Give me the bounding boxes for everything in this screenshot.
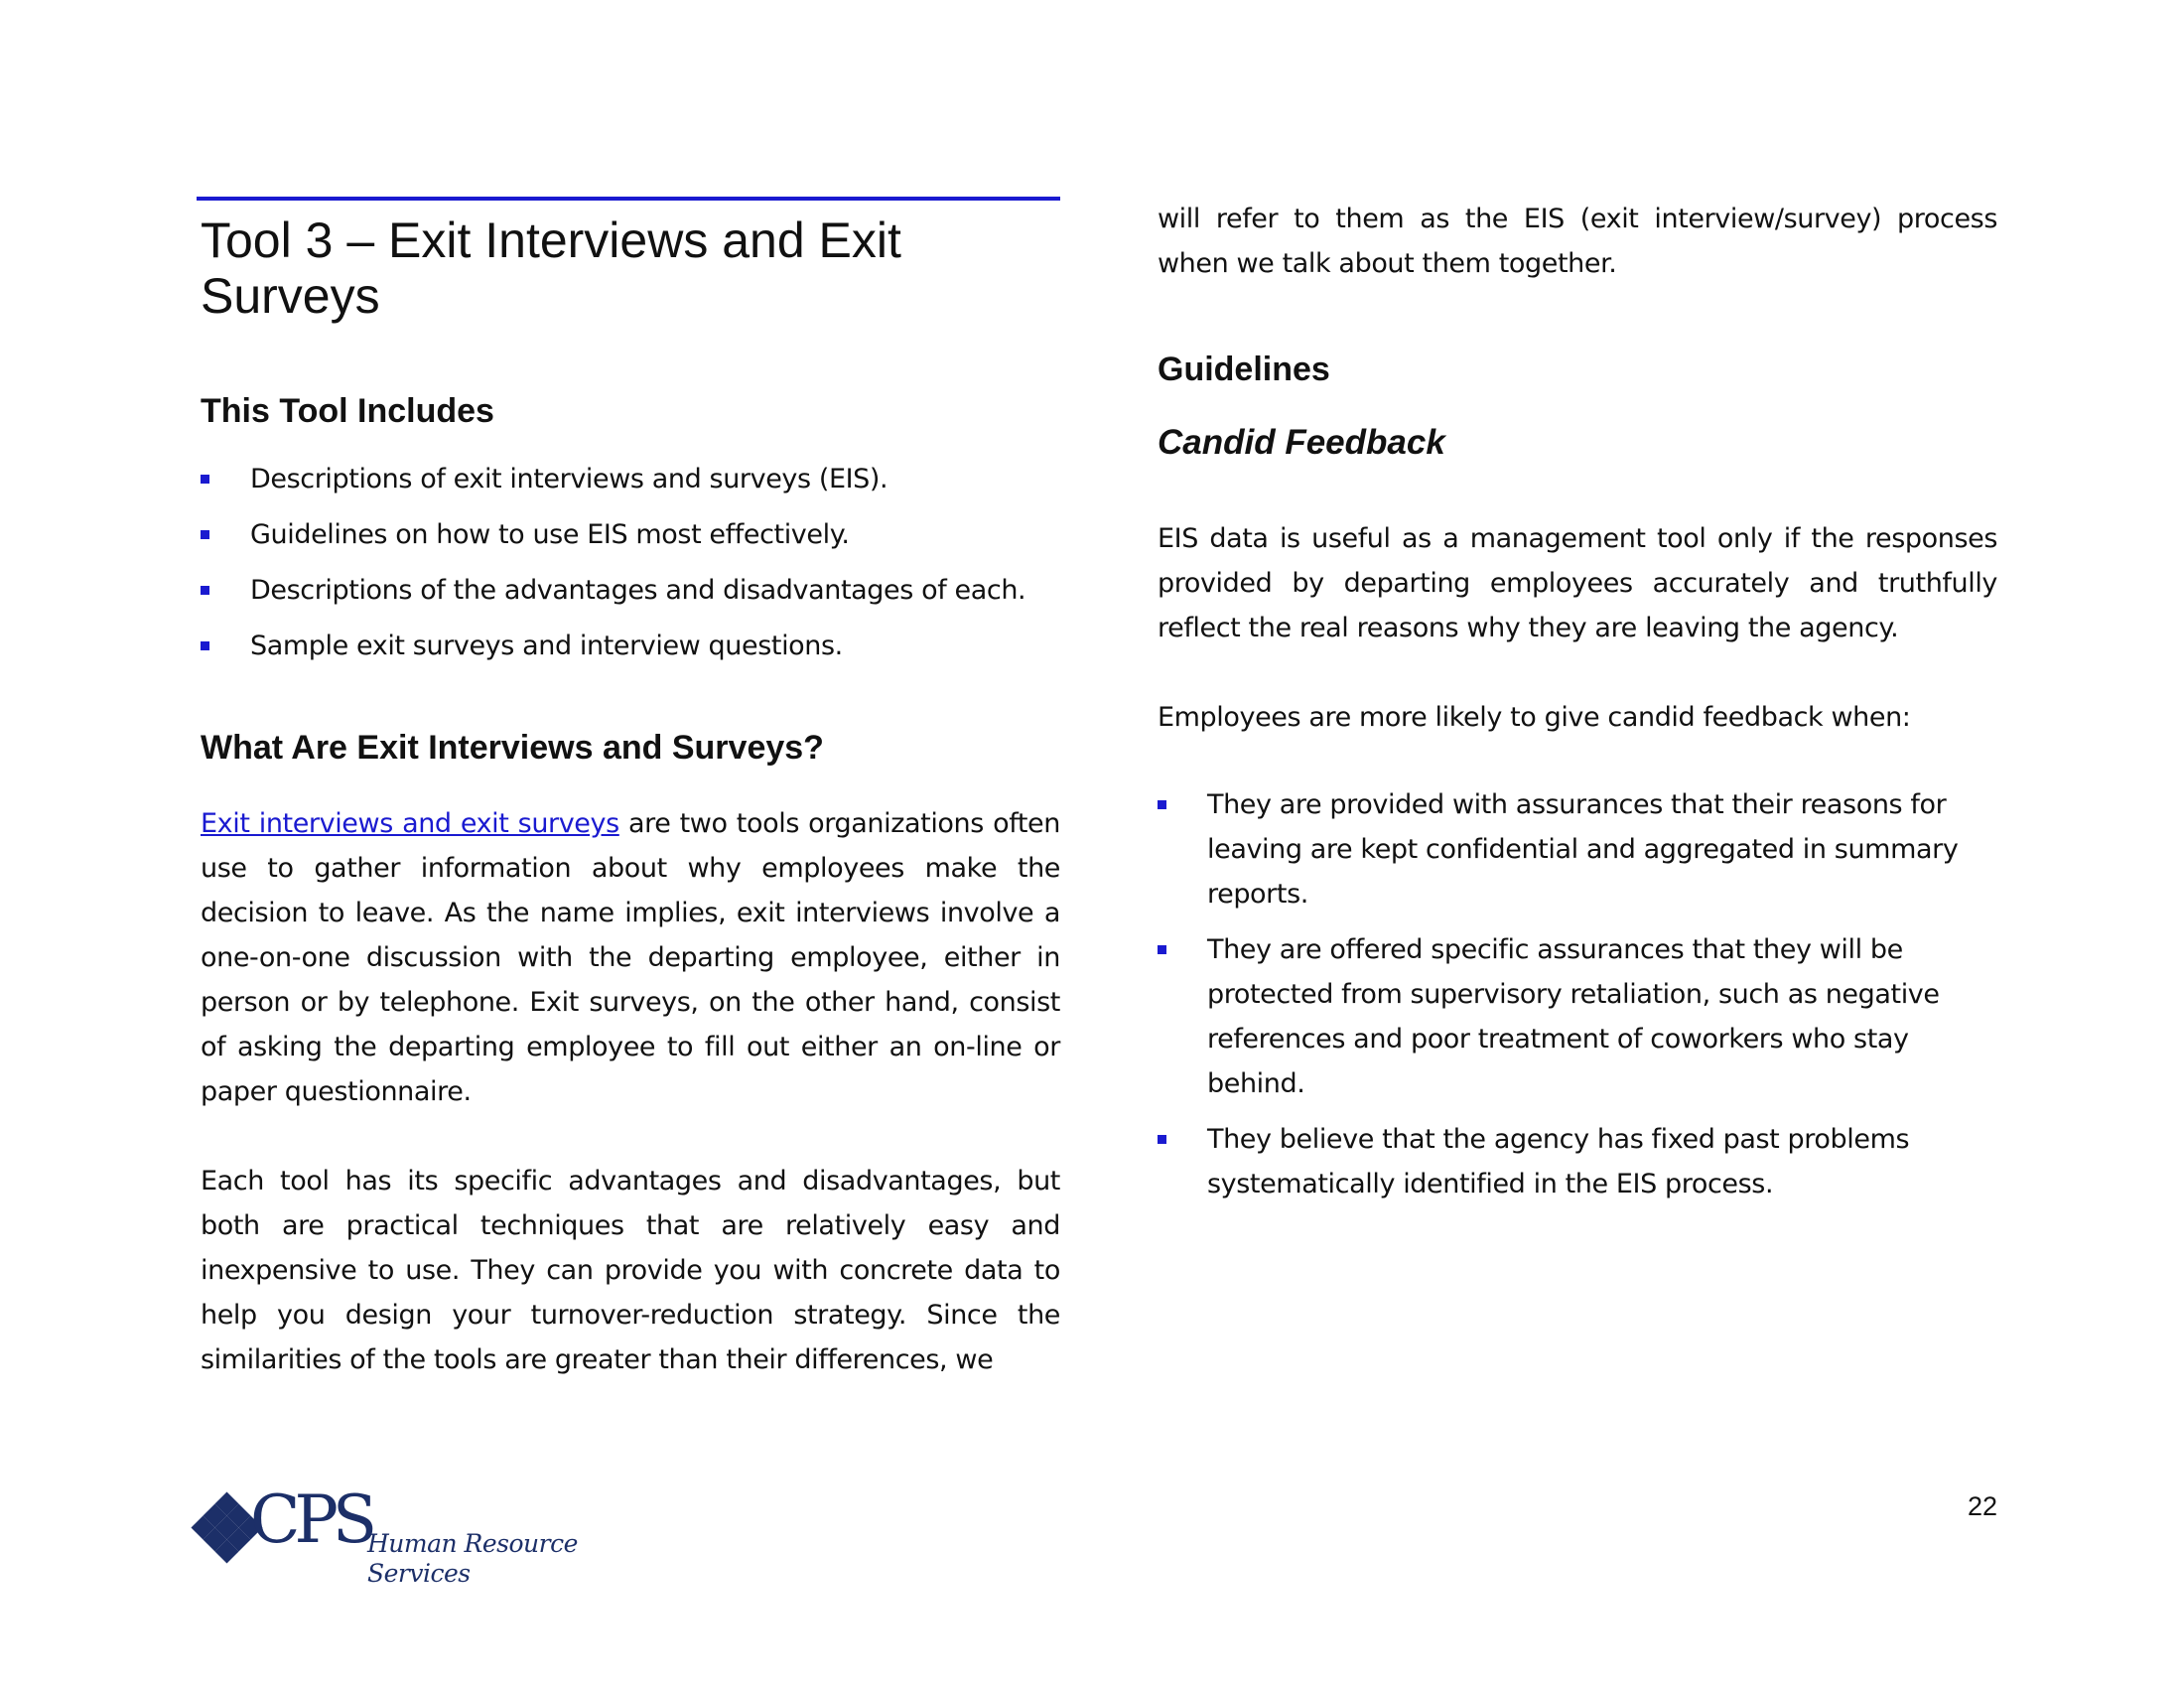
guidelines-heading: Guidelines — [1158, 351, 1330, 388]
list-item — [1158, 782, 1978, 916]
logo-mark: CPS — [250, 1481, 372, 1558]
page-title: Tool 3 – Exit Interviews and Exit Surveys — [201, 212, 901, 324]
exit-interviews-link[interactable]: Exit interviews and exit surveys — [201, 808, 619, 839]
list-item — [1158, 927, 1978, 1106]
what-heading: What Are Exit Interviews and Surveys? — [201, 729, 824, 767]
left-column — [201, 197, 1060, 1382]
logo-tagline: Human Resource Services — [367, 1529, 578, 1588]
list-item-text: They are offered specific assurances that they will be protected from supervisory retaliation, such as negative references and poor treatment of coworkers who stay behind. — [1207, 934, 1940, 1099]
square-bullet-icon — [1158, 945, 1166, 954]
list-item — [1158, 1117, 1978, 1206]
continuation-paragraph: will refer to them as the EIS (exit interview/survey) process when we talk about them together. — [1158, 204, 1997, 279]
what-paragraph-1-text: are two tools organizations often use to gather information about why employees make the decision to leave. As the name implies, exit interviews involve a one-on-one discussion with the departing employee, either in person or by telephone. Exit surveys, on the other hand, consist of asking the departing employee to fill out either an on-line or paper questionnaire. — [201, 808, 1060, 1107]
square-bullet-icon — [1158, 800, 1166, 809]
square-bullet-icon — [1158, 1135, 1166, 1144]
candid-intro: Employees are more likely to give candid feedback when: — [1158, 702, 1911, 733]
company-logo — [199, 1481, 645, 1588]
what-paragraph-1 — [201, 801, 1060, 1114]
square-bullet-icon — [201, 530, 209, 539]
what-paragraph-2: Each tool has its specific advantages and disadvantages, but both are practical techniques that are relatively easy and inexpensive to use. They can provide you with concrete data to help you design your turnover-reduction strategy. Since the similarities of the tools are greater than their differences, we — [201, 1166, 1060, 1375]
title-rule — [197, 197, 1060, 201]
right-column — [1158, 197, 1997, 1206]
list-item — [201, 568, 1060, 613]
list-item — [201, 512, 1060, 557]
list-item-text: Descriptions of exit interviews and surveys (EIS). — [250, 464, 888, 494]
candid-paragraph: EIS data is useful as a management tool only if the responses provided by departing employees accurately and truthfully reflect the real reasons why they are leaving the agency. — [1158, 523, 1997, 643]
candid-feedback-heading: Candid Feedback — [1158, 423, 1445, 462]
list-item-text: They are provided with assurances that their reasons for leaving are kept confidential and aggregated in summary reports. — [1207, 789, 1959, 910]
candid-list — [1158, 782, 1997, 1206]
list-item — [201, 624, 1060, 668]
square-bullet-icon — [201, 586, 209, 595]
page-number: 22 — [1967, 1491, 1997, 1521]
square-bullet-icon — [201, 641, 209, 650]
includes-list — [201, 457, 1060, 668]
square-bullet-icon — [201, 475, 209, 484]
list-item — [201, 457, 1060, 501]
list-item-text: They believe that the agency has fixed past problems systematically identified in the EIS process. — [1207, 1124, 1910, 1199]
includes-heading: This Tool Includes — [201, 392, 494, 430]
list-item-text: Sample exit surveys and interview questions. — [250, 631, 843, 661]
list-item-text: Descriptions of the advantages and disadvantages of each. — [250, 575, 1026, 606]
list-item-text: Guidelines on how to use EIS most effectively. — [250, 519, 850, 550]
